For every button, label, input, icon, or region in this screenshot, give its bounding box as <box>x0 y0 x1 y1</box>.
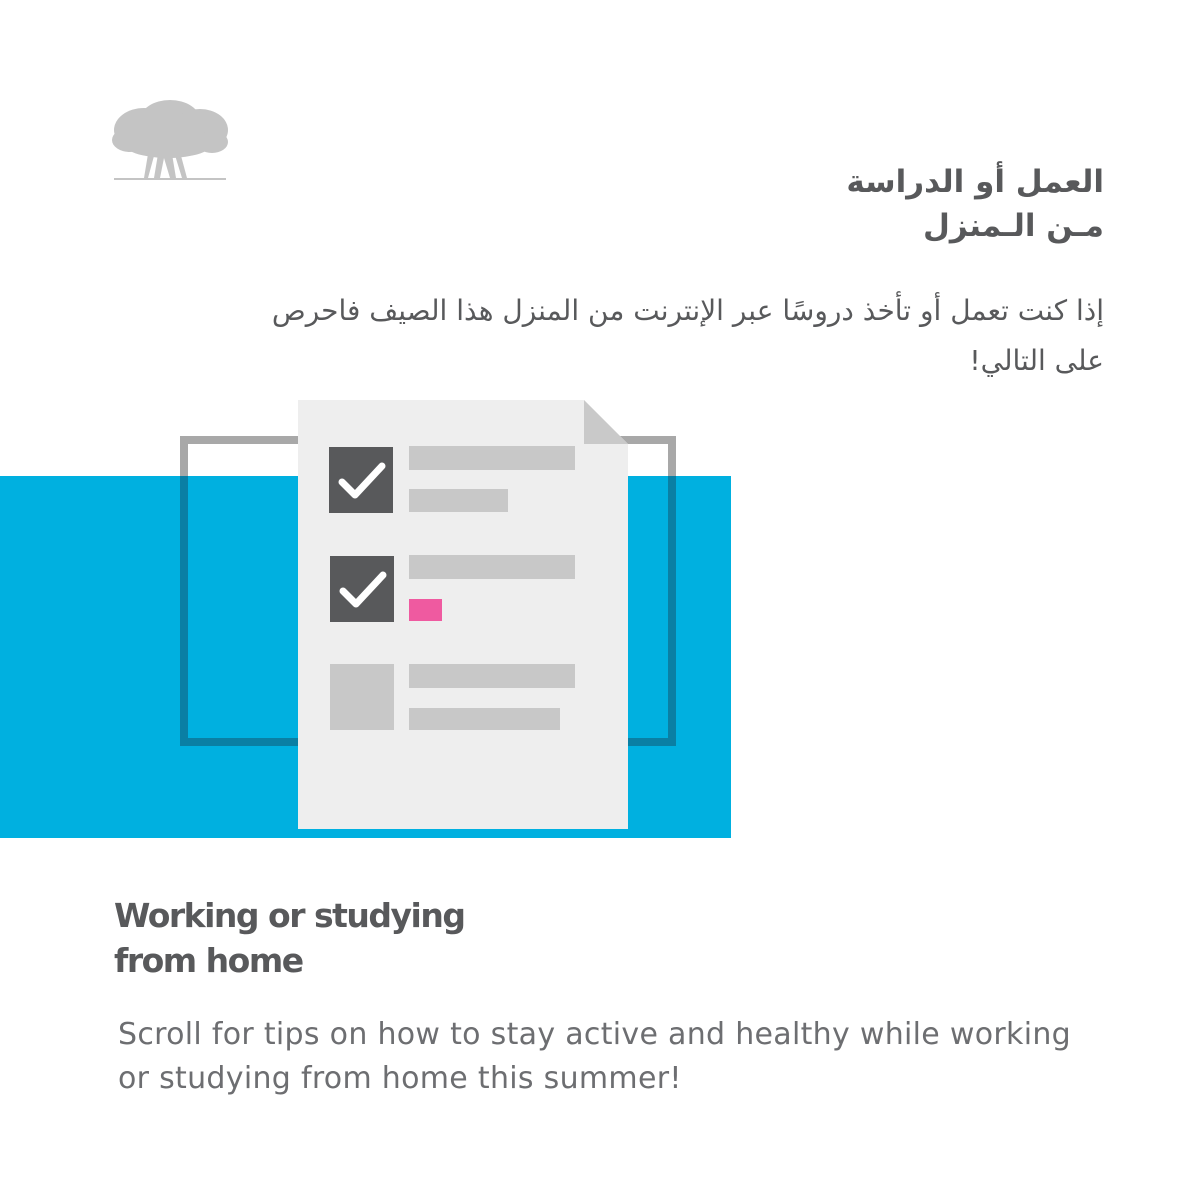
english-body-line-2: or studying from home this summer! <box>118 1061 682 1096</box>
tree-logo-icon <box>108 98 230 182</box>
item-1-line-1 <box>409 446 575 470</box>
english-body <box>118 1013 1118 1101</box>
arabic-body-line-1: إذا كنت تعمل أو تأخذ دروسًا عبر الإنترنت من المنزل هذا الصيف فاحرص <box>271 294 1104 327</box>
arabic-title-line-1: العمل أو الدراسة <box>846 164 1104 200</box>
english-body-line-1: Scroll for tips on how to stay active and healthy while working <box>118 1017 1071 1052</box>
arabic-title <box>504 160 1104 248</box>
checklist-illustration <box>0 396 740 838</box>
item-3-line-1 <box>409 664 575 688</box>
item-2-accent <box>409 599 442 621</box>
checkbox-3 <box>330 664 394 730</box>
item-3-line-2 <box>409 708 560 730</box>
arabic-body <box>174 286 1104 386</box>
checkbox-2 <box>330 556 394 622</box>
english-title-line-2: from home <box>114 941 303 980</box>
item-2-line-1 <box>409 555 575 579</box>
arabic-body-line-2: على التالي! <box>969 344 1104 377</box>
english-title-line-1: Working or studying <box>114 896 465 935</box>
item-1-line-2 <box>409 489 508 512</box>
english-title <box>114 893 614 983</box>
arabic-title-line-2: مـن الـمنزل <box>923 208 1104 244</box>
checkbox-1 <box>329 447 393 513</box>
